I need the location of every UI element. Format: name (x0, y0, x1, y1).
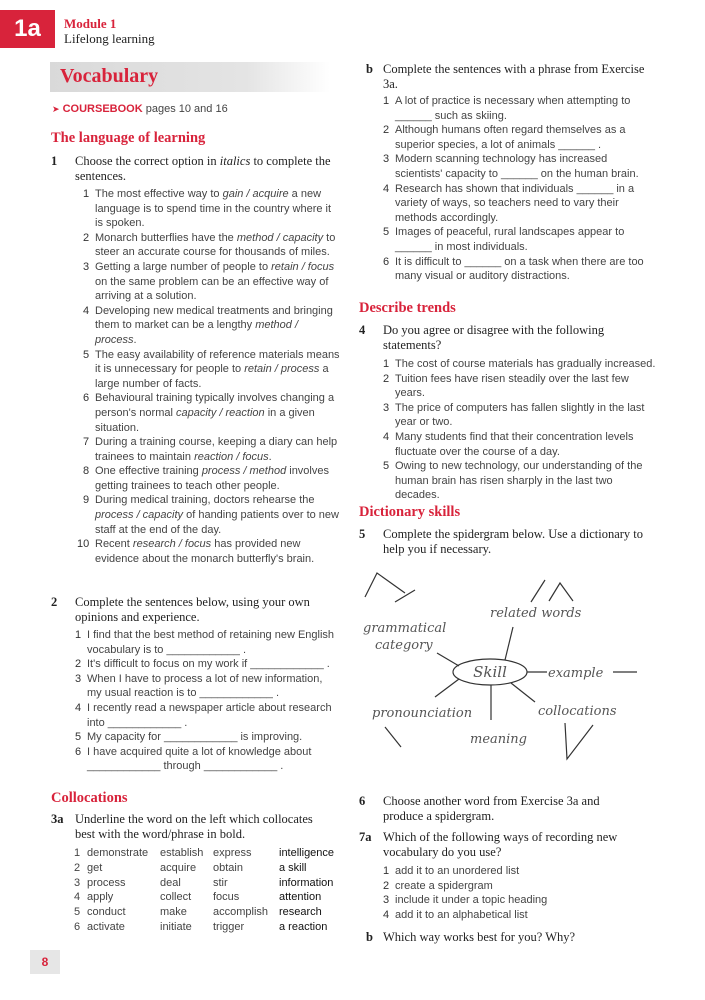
item-text: During a training course, keeping a diary can help trainees to maintain reaction / focus. (95, 436, 338, 463)
item-number: 8 (83, 465, 90, 478)
item-text: One effective training process / method involves getting trainees to teach other people. (95, 465, 329, 492)
question-instruction: Do you agree or disagree with the following statements? (383, 323, 605, 352)
spidergram-branch (531, 580, 545, 602)
exercise-3b-list (383, 94, 645, 284)
item-text: include it under a topic heading (395, 894, 548, 907)
item-text: The easy availability of reference materials means it is unnecessary for people to retain / process a large number of facts. (95, 348, 340, 390)
question-instruction: Which way works best for you? Why? (383, 930, 576, 944)
spidergram-branch (385, 727, 401, 747)
target-phrase: attention (279, 891, 322, 904)
list-item (383, 864, 653, 879)
spidergram-branch (549, 583, 573, 601)
list-item (383, 94, 645, 123)
item-number: 1 (83, 188, 90, 200)
row-number: 4 (74, 891, 81, 904)
row-number: 3 (74, 876, 81, 889)
module-label: Module 1 (64, 16, 117, 31)
item-number: 4 (383, 182, 390, 195)
question-number: 3a (51, 812, 64, 826)
item-text: It is difficult to ______ on a task when there are too many visual or auditory distractions. (395, 255, 644, 283)
module-header (64, 16, 155, 46)
item-number: 5 (383, 226, 390, 239)
spidergram-branch (395, 590, 415, 602)
question-instruction: Which of the following ways of recording new vocabulary do you use? (383, 830, 618, 859)
item-number: 3 (75, 672, 82, 685)
item-number: 2 (383, 372, 390, 385)
item-text: Recent research / focus has provided new evidence about the monarch butterfly's brain. (95, 538, 315, 565)
list-item (75, 657, 340, 672)
list-item (383, 459, 658, 503)
item-text: Behavioural training typically involves changing a person's normal capacity / reaction in a given situation. (95, 392, 335, 434)
question-instruction: Underline the word on the left which collocates best with the word/phrase in bold. (75, 812, 313, 841)
word-option: obtain (213, 861, 243, 874)
target-phrase: research (279, 906, 322, 919)
item-text: My capacity for ____________ is improving. (87, 731, 303, 744)
question-number: b (366, 62, 373, 76)
spidergram-branch (435, 679, 459, 697)
exercise-1-list (77, 187, 341, 566)
list-item (383, 893, 653, 908)
item-text: Developing new medical treatments and bringing them to market can be a lengthy method / process. (95, 304, 333, 346)
item-text: A lot of practice is necessary when attempting to ______ such as skiing. (395, 95, 631, 122)
question-number: 4 (359, 323, 366, 337)
unit-badge: 1a (0, 10, 55, 48)
target-phrase: a reaction (279, 920, 328, 933)
item-number: 6 (83, 392, 90, 405)
item-text: Tuition fees have risen steadily over the last few years. (395, 372, 629, 400)
list-item (83, 260, 341, 304)
coursebook-pages: pages 10 and 16 (142, 103, 228, 115)
item-number: 2 (75, 658, 82, 671)
list-item (75, 745, 340, 774)
word-option: initiate (160, 920, 192, 933)
list-item (383, 430, 658, 459)
item-number: 5 (75, 731, 82, 744)
list-item (383, 357, 658, 372)
question-number: 5 (359, 527, 366, 541)
arrow-right-icon: ➤ (52, 104, 60, 114)
list-item (83, 348, 341, 392)
list-item (83, 391, 341, 435)
section-heading-dictionary: Dictionary skills (359, 504, 461, 520)
item-text: Although humans often regard themselves as a superior species, a lot of animals ______ . (395, 124, 626, 151)
word-option: express (213, 847, 252, 859)
target-phrase: information (279, 876, 334, 889)
item-text: Images of peaceful, rural landscapes appear to ______ in most individuals. (395, 226, 625, 253)
list-item (83, 464, 341, 493)
module-subtitle: Lifelong learning (64, 31, 155, 46)
item-number: 10 (77, 538, 90, 551)
list-item (83, 231, 341, 260)
list-item (383, 372, 658, 401)
item-number: 6 (75, 745, 82, 758)
word-option: accomplish (213, 906, 269, 919)
row-number: 1 (74, 847, 81, 859)
item-text: Research has shown that individuals ______ in a variety of ways, so teachers need to vary their methods accordingly. (395, 182, 635, 224)
list-item (75, 730, 340, 745)
item-number: 4 (383, 908, 390, 921)
word-option: apply (87, 891, 114, 904)
item-number: 4 (83, 304, 90, 317)
item-text: create a spidergram (395, 879, 493, 892)
spidergram-label-example: example (548, 666, 604, 681)
list-item (75, 628, 340, 657)
word-option: stir (213, 876, 228, 889)
page-title: Vocabulary (60, 65, 159, 87)
spidergram-branch (365, 573, 405, 597)
question-instruction: Choose another word from Exercise 3a and produce a spidergram. (383, 794, 600, 823)
item-number: 5 (383, 460, 390, 473)
item-number: 2 (83, 231, 90, 244)
word-option: get (87, 861, 103, 874)
question-instruction: Complete the spidergram below. Use a dictionary to help you if necessary. (383, 527, 644, 556)
item-text: The cost of course materials has gradually increased. (395, 358, 656, 370)
question-number: 1 (51, 154, 58, 168)
item-number: 2 (383, 124, 390, 137)
list-item (83, 435, 341, 464)
list-item (83, 187, 341, 231)
page-title-bar (50, 62, 330, 92)
item-number: 3 (383, 894, 390, 907)
section-heading-collocations: Collocations (51, 790, 128, 806)
spidergram-branch (565, 723, 593, 759)
item-text: add it to an alphabetical list (395, 908, 528, 921)
item-number: 3 (383, 153, 390, 166)
spidergram-label-grammatical: grammatical (363, 621, 447, 636)
item-number: 4 (75, 701, 82, 714)
spidergram-label-meaning: meaning (470, 732, 527, 747)
item-text: During medical training, doctors rehearse the process / capacity of handing patients over to new staff at the end of the day. (95, 494, 339, 536)
item-text: I find that the best method of retaining new English vocabulary is to ____________ . (87, 629, 335, 656)
word-option: make (160, 906, 187, 919)
exercise-2-list (75, 628, 340, 774)
item-text: Owing to new technology, our understanding of the human brain has risen sharply in the last two decades. (395, 460, 643, 502)
row-number: 6 (74, 920, 81, 933)
word-option: process (87, 876, 126, 889)
question-instruction: Complete the sentences below, using your own opinions and experience. (75, 595, 310, 624)
question-number: 6 (359, 794, 366, 808)
spidergram-branch (437, 653, 459, 666)
row-number: 2 (74, 861, 81, 874)
list-item (75, 672, 340, 701)
question-number: b (366, 930, 373, 944)
list-item (383, 152, 645, 181)
item-text: Modern scanning technology has increased scientists' capacity to ______ on the human brain. (395, 153, 639, 180)
item-number: 3 (383, 401, 390, 414)
list-item (383, 401, 658, 430)
coursebook-label: COURSEBOOK (62, 103, 143, 115)
item-text: Many students find that their concentration levels fluctuate over the course of a day. (395, 430, 634, 458)
item-number: 4 (383, 430, 390, 443)
row-number: 5 (74, 906, 81, 919)
list-item (83, 493, 341, 537)
item-text: The most effective way to gain / acquire a new language is to spend time in the country where it is spoken. (95, 188, 332, 230)
exercise-4-list (383, 357, 658, 503)
section-heading-trends: Describe trends (359, 300, 456, 316)
list-item (75, 701, 340, 730)
question-number: 2 (51, 595, 58, 609)
word-option: demonstrate (87, 847, 149, 859)
item-number: 7 (83, 436, 90, 449)
spidergram-branch (511, 683, 535, 702)
spidergram (355, 565, 665, 765)
list-item (383, 908, 653, 923)
exercise-7a-list (383, 864, 653, 922)
question-instruction: Complete the sentences with a phrase from Exercise 3a. (383, 62, 645, 91)
question-instruction: Choose the correct option in italics to complete the sentences. (75, 154, 331, 183)
list-item (383, 123, 645, 152)
item-number: 1 (383, 95, 390, 107)
list-item (383, 225, 645, 254)
spidergram-branch (505, 627, 513, 660)
word-option: activate (87, 920, 125, 933)
spidergram-label-collocations: collocations (538, 704, 617, 719)
item-number: 9 (83, 494, 90, 507)
item-text: I recently read a newspaper article about research into ____________ . (87, 701, 332, 729)
spidergram-center-label: Skill (473, 663, 507, 681)
word-option: establish (160, 847, 204, 859)
target-phrase: intelligence (279, 847, 335, 859)
list-item (83, 304, 341, 348)
list-item (383, 255, 645, 284)
target-phrase: a skill (279, 861, 307, 874)
item-text: Monarch butterflies have the method / capacity to steer an accurate course for thousands of miles. (95, 231, 336, 259)
word-option: trigger (213, 920, 245, 933)
question-number: 7a (359, 830, 372, 844)
word-option: collect (160, 891, 192, 904)
item-text: add it to an unordered list (395, 865, 520, 877)
word-option: acquire (160, 861, 197, 874)
item-number: 1 (75, 629, 82, 641)
item-number: 6 (383, 255, 390, 268)
word-option: focus (213, 891, 240, 904)
list-item (383, 879, 653, 894)
item-text: Getting a large number of people to retain / focus on the same problem can be an effective way of arriving at a solution. (95, 260, 335, 303)
item-text: I have acquired quite a lot of knowledge about ____________ through ____________ . (87, 745, 312, 773)
item-number: 1 (383, 358, 390, 370)
list-item (383, 182, 645, 226)
word-option: deal (160, 876, 181, 889)
item-text: The price of computers has fallen slightly in the last year or two. (395, 401, 645, 429)
section-heading-learning: The language of learning (51, 130, 206, 146)
item-text: When I have to process a lot of new information, my usual reaction is to ____________ . (87, 672, 323, 700)
item-number: 3 (83, 260, 90, 273)
coursebook-reference (52, 103, 228, 115)
word-option: conduct (87, 906, 126, 919)
item-number: 5 (83, 348, 90, 361)
spidergram-label-related: related words (490, 606, 582, 621)
item-text: It's difficult to focus on my work if ____________ . (87, 658, 330, 671)
item-number: 2 (383, 879, 390, 892)
spidergram-label-category: category (375, 638, 433, 653)
list-item (77, 537, 341, 566)
item-number: 1 (383, 865, 390, 877)
spidergram-label-pronunciation: pronounciation (372, 706, 473, 721)
page-number: 8 (30, 950, 60, 974)
